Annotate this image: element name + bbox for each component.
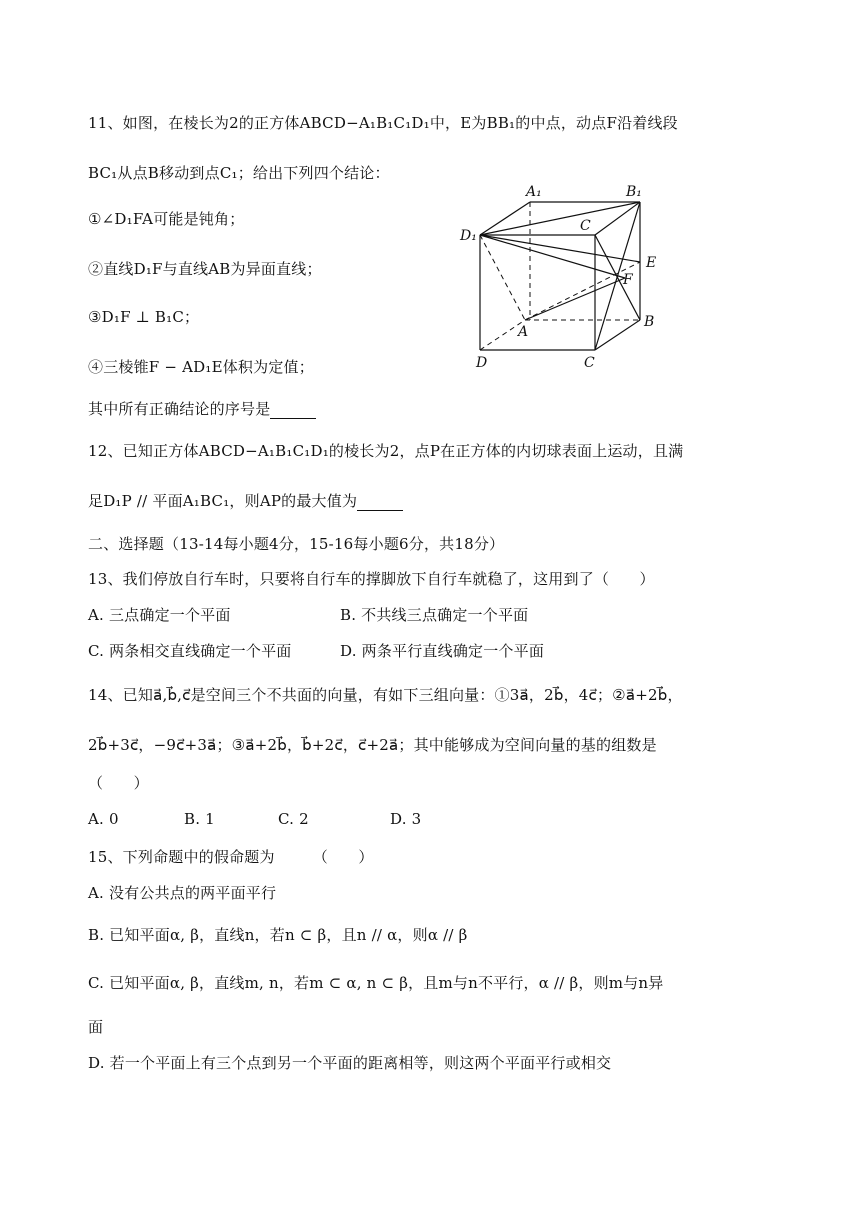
q13-option-b[interactable]: B. 不共线三点确定一个平面 — [340, 606, 529, 624]
label-d1: D₁ — [460, 228, 477, 244]
q14-option-a[interactable]: A. 0 — [88, 810, 119, 828]
q11-conclusion-2: ②直线D₁F与直线AB为异面直线； — [88, 260, 322, 278]
q12-line2 — [88, 490, 403, 511]
q14-option-c[interactable]: C. 2 — [278, 810, 309, 828]
hidden-line-d1a — [480, 235, 525, 320]
q13-option-c[interactable]: C. 两条相交直线确定一个平面 — [88, 642, 292, 660]
q13-stem: 13、我们停放自行车时，只要将自行车的撑脚放下自行车就稳了，这用到了（ ） — [88, 570, 655, 588]
q15-option-d[interactable]: D. 若一个平面上有三个点到另一个平面的距离相等，则这两个平面平行或相交 — [88, 1054, 612, 1072]
q15-option-b[interactable]: B. 已知平面α, β，直线n，若n ⊂ β，且n // α，则α // β — [88, 926, 468, 944]
q11-conclusion-1: ①∠D₁FA可能是钝角； — [88, 210, 245, 228]
q15-option-c-cont: 面 — [88, 1018, 104, 1036]
label-c1: C — [580, 218, 591, 234]
section-heading: 二、选择题（13-14每小题4分，15-16每小题6分，共18分） — [88, 535, 505, 553]
label-b: B — [644, 314, 655, 330]
q14-answer-paren[interactable]: （ ） — [88, 774, 149, 792]
label-b1: B₁ — [626, 184, 642, 200]
cube-figure — [440, 180, 670, 380]
q12-text: 足D₁P // 平面A₁BC₁，则AP的最大值为 — [88, 492, 358, 510]
line-b1c — [595, 202, 640, 350]
q11-line1: 11、如图，在棱长为2的正方体ABCD−A₁B₁C₁D₁中，E为BB₁的中点，动点F沿着线段 — [88, 114, 678, 132]
edge-cb — [595, 320, 640, 350]
q15-option-a[interactable]: A. 没有公共点的两平面平行 — [88, 884, 277, 902]
q11-answer-blank[interactable] — [270, 404, 316, 419]
q11-line2: BC₁从点B移动到点C₁；给出下列四个结论： — [88, 164, 390, 182]
label-a: A — [518, 324, 529, 340]
hidden-line-ae — [525, 262, 640, 320]
label-a1: A₁ — [526, 184, 542, 200]
q11-ask-text: 其中所有正确结论的序号是 — [88, 400, 271, 418]
q15-option-c[interactable]: C. 已知平面α, β，直线m, n，若m ⊂ α, n ⊂ β，且m与n不平行，α // β，则m与n异 — [88, 974, 664, 992]
label-d: D — [476, 355, 488, 371]
label-f: F — [623, 272, 633, 288]
line-d1f — [480, 235, 625, 278]
q12-line1: 12、已知正方体ABCD−A₁B₁C₁D₁的棱长为2，点P在正方体的内切球表面上运动，且满 — [88, 442, 684, 460]
label-e: E — [646, 255, 657, 271]
q13-option-a[interactable]: A. 三点确定一个平面 — [88, 606, 231, 624]
q14-option-b[interactable]: B. 1 — [184, 810, 215, 828]
q11-conclusion-3: ③D₁F ⊥ B₁C； — [88, 308, 200, 326]
q13-option-d[interactable]: D. 两条平行直线确定一个平面 — [340, 642, 545, 660]
q11-question — [88, 398, 316, 419]
line-d1e — [480, 235, 640, 262]
q14-option-d[interactable]: D. 3 — [390, 810, 422, 828]
label-c: C — [584, 355, 595, 371]
q15-stem: 15、下列命题中的假命题为 （ ） — [88, 848, 374, 866]
q14-line1: 14、已知a⃗,b⃗,c⃗是空间三个不共面的向量，有如下三组向量：①3a⃗，2b⃗，4c⃗；②a⃗+2b⃗， — [88, 686, 683, 704]
q14-line2: 2b⃗+3c⃗，−9c⃗+3a⃗；③a⃗+2b⃗，b⃗+2c⃗，c⃗+2a⃗；其中能够成为空间向量的基的组数是 — [88, 736, 657, 754]
q12-answer-blank[interactable] — [357, 496, 403, 511]
q11-conclusion-4: ④三棱锥F − AD₁E体积为定值； — [88, 358, 314, 376]
